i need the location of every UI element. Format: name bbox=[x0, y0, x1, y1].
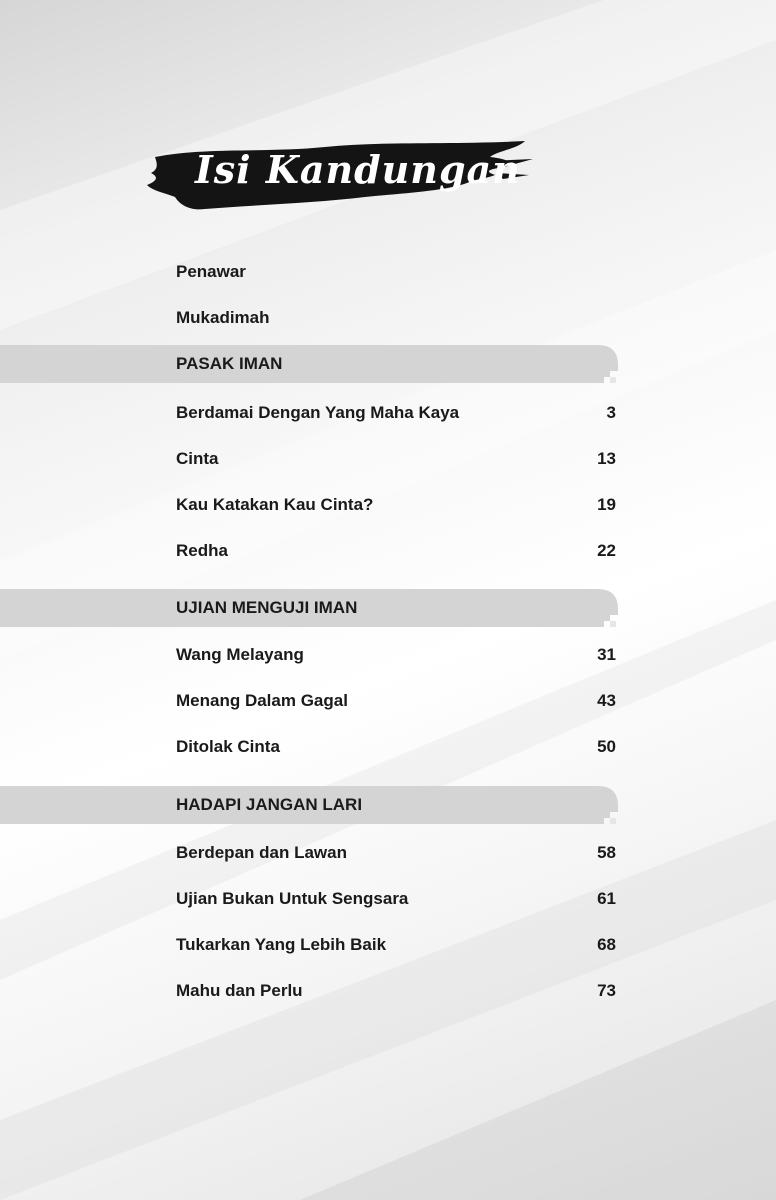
toc-entry-page: 50 bbox=[597, 737, 616, 756]
title-banner bbox=[145, 135, 535, 215]
toc-entry-title: Berdamai Dengan Yang Maha Kaya bbox=[176, 403, 460, 422]
toc-entry bbox=[176, 641, 616, 671]
toc-entry bbox=[176, 258, 616, 288]
toc-entry bbox=[176, 537, 616, 567]
toc-entry bbox=[176, 304, 616, 334]
toc-entry bbox=[176, 931, 616, 961]
toc-entry-title: Ujian Bukan Untuk Sengsara bbox=[176, 889, 409, 908]
toc-entry-page: 58 bbox=[597, 843, 616, 862]
toc-entry bbox=[176, 977, 616, 1007]
toc-entry-page: 13 bbox=[597, 449, 616, 468]
toc-entry-page: 43 bbox=[597, 691, 616, 710]
toc-entry-title: Mahu dan Perlu bbox=[176, 981, 303, 1000]
toc-entry bbox=[176, 885, 616, 915]
toc-entry-page: 73 bbox=[597, 981, 616, 1000]
toc-entry-page: 68 bbox=[597, 935, 616, 954]
toc-entry-page: 19 bbox=[597, 495, 616, 514]
toc-entry bbox=[176, 687, 616, 717]
section-title: HADAPI JANGAN LARI bbox=[176, 795, 363, 814]
toc-entry-title: Kau Katakan Kau Cinta? bbox=[176, 495, 374, 514]
toc-entry-title: Cinta bbox=[176, 449, 219, 468]
toc-entry-title: Ditolak Cinta bbox=[176, 737, 280, 756]
toc-entry-title: Menang Dalam Gagal bbox=[176, 691, 348, 710]
section-header bbox=[0, 786, 618, 824]
toc-entry-title: Penawar bbox=[176, 262, 246, 281]
toc-entry-title: Wang Melayang bbox=[176, 645, 304, 664]
toc-entry-page: 61 bbox=[597, 889, 616, 908]
toc-entry-page: 22 bbox=[597, 541, 616, 560]
toc-entry bbox=[176, 839, 616, 869]
toc-entry-title: Berdepan dan Lawan bbox=[176, 843, 347, 862]
toc-entry bbox=[176, 491, 616, 521]
section-title: PASAK IMAN bbox=[176, 354, 283, 373]
toc-entry-title: Mukadimah bbox=[176, 308, 270, 327]
toc-entry-title: Redha bbox=[176, 541, 228, 560]
toc-entry bbox=[176, 399, 616, 429]
toc-entry-title: Tukarkan Yang Lebih Baik bbox=[176, 935, 387, 954]
toc-entry bbox=[176, 445, 616, 475]
section-bar-shape bbox=[0, 345, 618, 383]
section-header bbox=[0, 345, 618, 383]
page-title: Isi Kandungan bbox=[195, 147, 521, 192]
section-header bbox=[0, 589, 618, 627]
toc-entry bbox=[176, 733, 616, 763]
toc-entry-page: 3 bbox=[606, 403, 616, 422]
toc-entry-page: 31 bbox=[597, 645, 616, 664]
section-title: UJIAN MENGUJI IMAN bbox=[176, 598, 358, 617]
